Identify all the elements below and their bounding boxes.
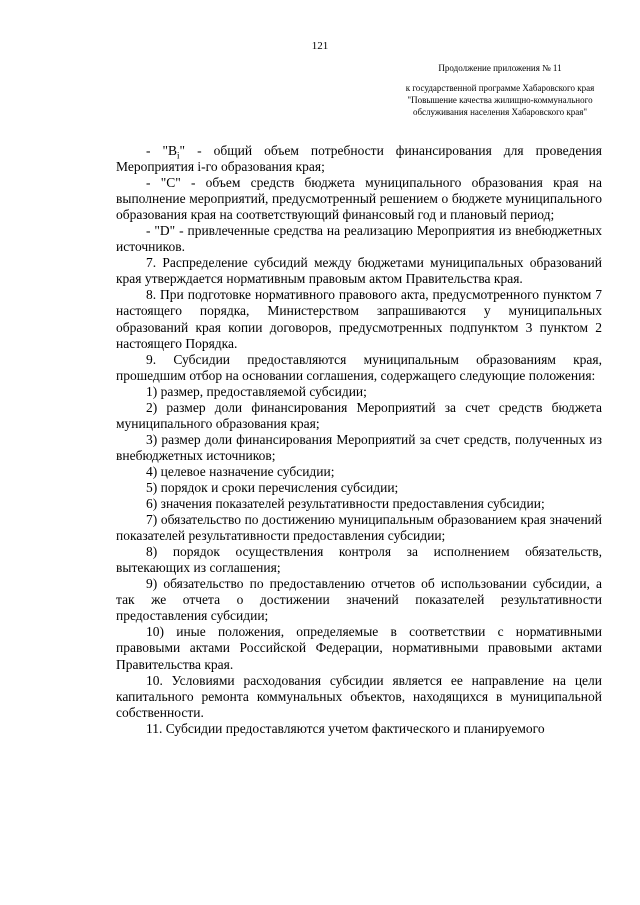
definition-b-text: " - общий объем потребности финансирования для проведения Мероприятия i-го образования края; <box>116 143 602 175</box>
subclause-10: 10) иные положения, определяемые в соответствии с нормативными правовыми актами Российской Федерации, нормативными правовыми актами Правительства края. <box>116 624 602 672</box>
subclause-8: 8) порядок осуществления контроля за исполнением обязательств, вытекающих из соглашения; <box>116 544 602 576</box>
clause-9: 9. Субсидии предоставляются муниципальным образованиям края, прошедшим отбор на основании соглашения, содержащего следующие положения: <box>116 351 602 383</box>
document-body <box>116 143 602 737</box>
subclause-7: 7) обязательство по достижению муниципальным образованием края значений показателей результативности предоставления субсидии; <box>116 512 602 544</box>
definition-d: - "D" - привлеченные средства на реализацию Мероприятия из внебюджетных источников. <box>116 223 602 255</box>
subclause-3: 3) размер доли финансирования Мероприятий за счет средств, полученных из внебюджетных источников; <box>116 431 602 463</box>
appendix-header <box>400 62 600 118</box>
definition-b <box>116 143 602 175</box>
clause-8: 8. При подготовке нормативного правового акта, предусмотренного пунктом 7 настоящего порядка, Министерством запрашиваются у муниципальных образований края копии договоров, предусмотренных подпунктом 3 пунктом 2 настоящего Порядка. <box>116 287 602 351</box>
clause-10: 10. Условиями расходования субсидии является ее направление на цели капитального ремонта коммунальных объектов, находящихся в муниципальной собственности. <box>116 672 602 720</box>
definition-b-subscript: i <box>177 150 180 161</box>
subclause-2: 2) размер доли финансирования Мероприятий за счет средств бюджета муниципального образования края; <box>116 399 602 431</box>
page-number: 121 <box>311 40 329 52</box>
subclause-6: 6) значения показателей результативности предоставления субсидии; <box>146 496 545 512</box>
appendix-continuation: Продолжение приложения № 11 <box>438 63 562 73</box>
definition-b-prefix: - "B <box>146 143 178 158</box>
definition-c: - "C" - объем средств бюджета муниципального образования края на выполнение мероприятий, предусмотренный решением о бюджете муниципального образования края на соответствующий финансовый год и плановый период; <box>116 175 602 223</box>
subclause-1: 1) размер, предоставляемой субсидии; <box>146 383 367 399</box>
clause-11: 11. Субсидии предоставляются учетом фактического и планируемого <box>146 720 545 736</box>
appendix-reference: к государственной программе Хабаровского края "Повышение качества жилищно-коммунального обслуживания населения Хабаровского края" <box>405 83 595 117</box>
subclause-4: 4) целевое назначение субсидии; <box>146 463 335 479</box>
clause-7: 7. Распределение субсидий между бюджетами муниципальных образований края утверждается нормативным правовым актом Правительства края. <box>116 255 602 287</box>
subclause-9: 9) обязательство по предоставлению отчетов об использовании субсидии, а так же отчета о достижении значений показателей результативности предоставления субсидии; <box>116 576 602 624</box>
subclause-5: 5) порядок и сроки перечисления субсидии; <box>146 479 399 495</box>
